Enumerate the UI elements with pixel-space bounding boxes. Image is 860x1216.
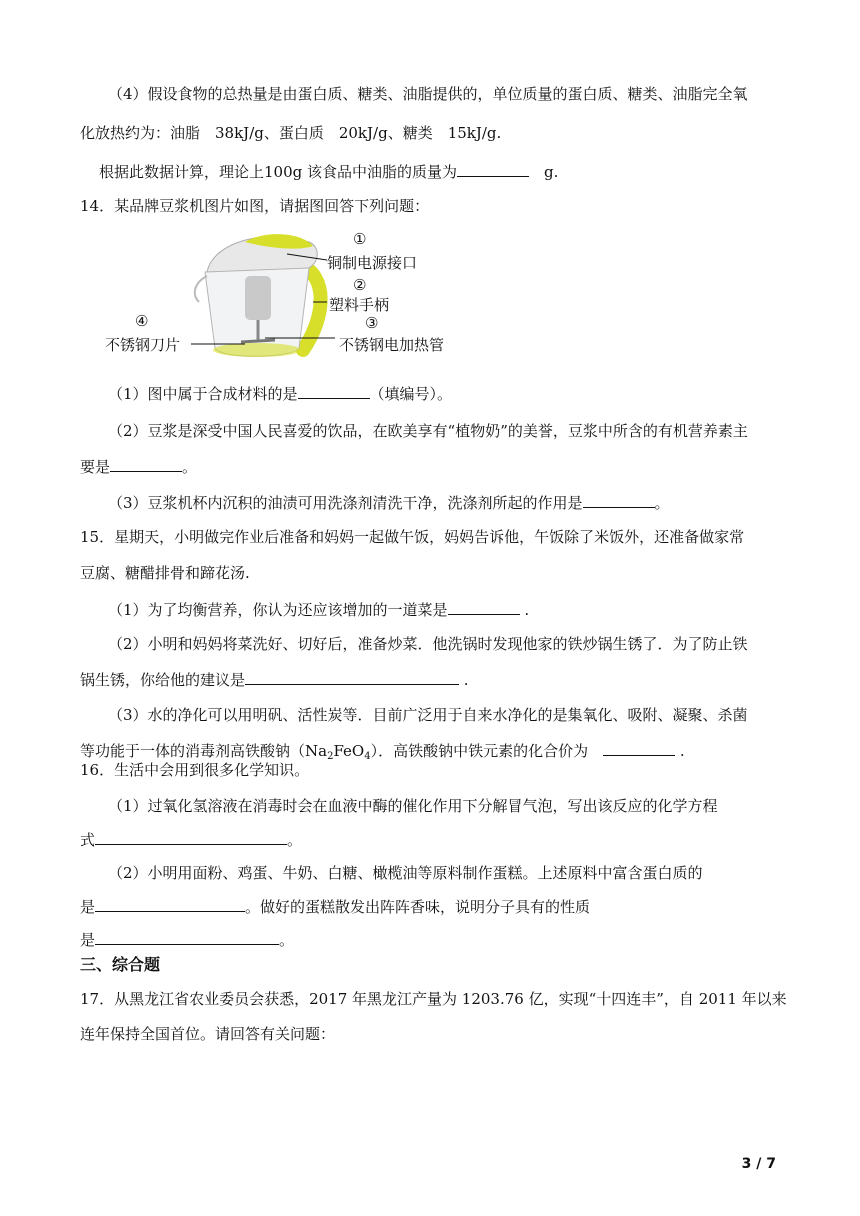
answer-blank[interactable] xyxy=(448,599,520,615)
q16-part2-line2-tail: 。做好的蛋糕散发出阵阵香味，说明分子具有的性质 xyxy=(245,898,591,916)
q14-part2-line2-tail: 。 xyxy=(182,458,198,476)
q13-part4-line3-text: 根据此数据计算，理论上100g 该食品中油脂的质量为 xyxy=(99,163,458,181)
answer-blank[interactable] xyxy=(95,929,279,945)
answer-blank[interactable] xyxy=(603,740,675,756)
q14-part1-text: （1）图中属于合成材料的是 xyxy=(108,385,298,403)
q15-part3-line1: （3）水的净化可以用明矾、活性炭等．目前广泛用于自来水净化的是集氧化、吸附、凝聚、杀菌 xyxy=(108,706,748,724)
formula-part: FeO xyxy=(333,742,365,760)
soymilk-machine-figure xyxy=(95,220,465,370)
q16-part1-line1: （1）过氧化氢溶液在消毒时会在血液中酶的催化作用下分解冒气泡，写出该反应的化学方程 xyxy=(108,797,718,815)
q14-stem: 14．某品牌豆浆机图片如图，请据图回答下列问题： xyxy=(80,197,430,215)
q15-part3-line2 xyxy=(80,740,685,761)
q16-part2-line2 xyxy=(80,896,590,917)
q14-part2-line2-text: 要是 xyxy=(80,458,111,476)
q14-part3-tail: 。 xyxy=(654,494,670,512)
answer-blank[interactable] xyxy=(95,896,245,912)
q13-part4-line2: 化放热约为：油脂 38kJ/g、蛋白质 20kJ/g、糖类 15kJ/g. xyxy=(80,124,502,142)
answer-blank[interactable] xyxy=(110,456,182,472)
answer-blank[interactable] xyxy=(457,161,529,177)
section-heading: 三、综合题 xyxy=(80,955,161,974)
page-number: 3 / 7 xyxy=(741,1156,776,1172)
figure-number-1: ① xyxy=(353,230,367,248)
q14-part1 xyxy=(108,383,452,404)
q17-line2: 连年保持全国首位。请回答有关问题： xyxy=(80,1025,336,1043)
q16-part1-line2-tail: 。 xyxy=(287,831,303,849)
soymilk-machine-illustration xyxy=(95,220,465,370)
q14-part1-tail: （填编号）。 xyxy=(369,385,453,403)
q15-part3-line2-mid: ）．高铁酸钠中铁元素的化合价为 xyxy=(370,742,604,760)
q13-part4-line1: （4）假设食物的总热量是由蛋白质、糖类、油脂提供的，单位质量的蛋白质、糖类、油脂完全氧 xyxy=(108,85,748,103)
figure-label-power-connector: 铜制电源接口 xyxy=(327,254,418,272)
q13-part4-line3 xyxy=(99,161,558,182)
q14-part3 xyxy=(108,492,670,513)
formula-subscript: 2 xyxy=(327,751,334,762)
figure-number-2: ② xyxy=(353,276,367,294)
q15-part2-line2 xyxy=(80,669,469,690)
q15-part1-text: （1）为了均衡营养，你认为还应该增加的一道菜是 xyxy=(108,601,448,619)
q17-line1: 17．从黑龙江省农业委员会获悉，2017 年黑龙江产量为 1203.76 亿，实现“十四连丰”，自 2011 年以来 xyxy=(80,990,787,1008)
q14-part2-line1: （2）豆浆是深受中国人民喜爱的饮品，在欧美享有“植物奶”的美誉，豆浆中所含的有机营养素主 xyxy=(108,422,748,440)
q15-part1-tail: . xyxy=(519,601,530,619)
q16-part2-line2-text: 是 xyxy=(80,898,96,916)
q15-part3-line2-text: 等功能于一体的消毒剂高铁酸钠（Na xyxy=(80,742,328,760)
q15-part2-line2-text: 锅生锈，你给他的建议是 xyxy=(80,671,246,689)
formula-subscript: 4 xyxy=(364,751,371,762)
figure-label-heating-tube: 不锈钢电加热管 xyxy=(339,336,445,354)
q16-part2-line3 xyxy=(80,929,294,950)
q15-stem-line2: 豆腐、糖醋排骨和蹄花汤. xyxy=(80,564,250,582)
q14-part2-line2 xyxy=(80,456,197,477)
q16-part2-line1: （2）小明用面粉、鸡蛋、牛奶、白糖、橄榄油等原料制作蛋糕。上述原料中富含蛋白质的 xyxy=(108,864,703,882)
answer-blank[interactable] xyxy=(95,829,287,845)
q15-stem-line1: 15．星期天，小明做完作业后准备和妈妈一起做午饭，妈妈告诉他，午饭除了米饭外，还准备做家常 xyxy=(80,528,745,546)
q16-part1-line2 xyxy=(80,829,302,850)
q15-part3-line2-tail: . xyxy=(675,742,685,760)
q16-stem: 16．生活中会用到很多化学知识。 xyxy=(80,761,310,779)
figure-number-3: ③ xyxy=(365,314,379,332)
q16-part1-line2-text: 式 xyxy=(80,831,96,849)
answer-blank[interactable] xyxy=(245,669,459,685)
q14-part3-text: （3）豆浆机杯内沉积的油渍可用洗涤剂清洗干净，洗涤剂所起的作用是 xyxy=(108,494,583,512)
q13-part4-line3-tail: g. xyxy=(529,163,559,181)
q16-part2-line3-text: 是 xyxy=(80,931,96,949)
answer-blank[interactable] xyxy=(583,492,655,508)
q15-part2-line1: （2）小明和妈妈将菜洗好、切好后，准备炒菜．他洗锅时发现他家的铁炒锅生锈了．为了防止铁 xyxy=(108,635,748,653)
figure-label-plastic-handle: 塑料手柄 xyxy=(329,296,390,314)
q16-part2-line3-tail: 。 xyxy=(279,931,295,949)
q15-part1 xyxy=(108,599,529,620)
figure-label-blade: 不锈钢刀片 xyxy=(105,336,181,354)
answer-blank[interactable] xyxy=(298,383,370,399)
figure-number-4: ④ xyxy=(135,312,149,330)
q15-part2-line2-tail: . xyxy=(459,671,469,689)
